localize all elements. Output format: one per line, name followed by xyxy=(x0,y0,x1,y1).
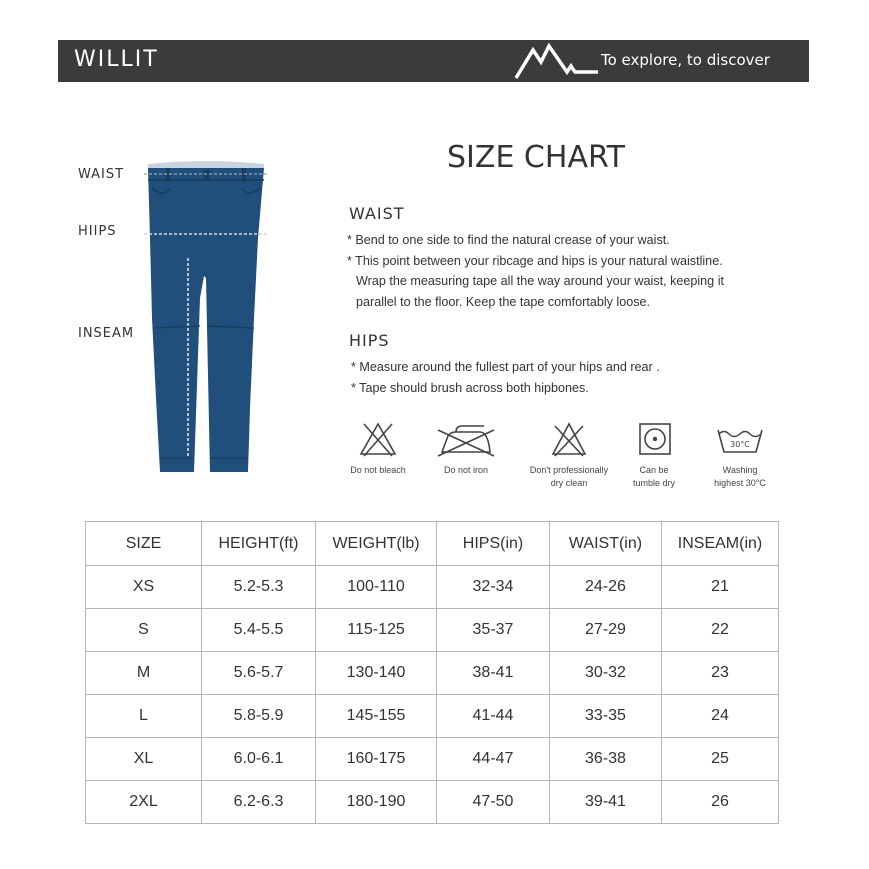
hips-instructions xyxy=(351,357,801,398)
cell-waist: 36-38 xyxy=(550,738,662,781)
size-chart-title: SIZE CHART xyxy=(447,140,625,175)
cell-weight: 115-125 xyxy=(316,609,437,652)
cell-height: 6.0-6.1 xyxy=(202,738,316,781)
header-hips: HIPS(in) xyxy=(437,522,550,566)
mountain-logo-icon xyxy=(513,42,598,80)
do-not-dry-clean-icon xyxy=(549,420,589,460)
cell-size: M xyxy=(86,652,202,695)
cell-inseam: 23 xyxy=(662,652,779,695)
header-height: HEIGHT(ft) xyxy=(202,522,316,566)
cell-waist: 27-29 xyxy=(550,609,662,652)
cell-hips: 38-41 xyxy=(437,652,550,695)
tumble-dry-icon xyxy=(634,420,674,460)
cell-inseam: 24 xyxy=(662,695,779,738)
cell-size: 2XL xyxy=(86,781,202,824)
table-row xyxy=(86,652,779,695)
waist-label: WAIST xyxy=(78,167,125,182)
waist-line-4: parallel to the floor. Keep the tape comfortably loose. xyxy=(356,294,651,309)
care-tumble-dry xyxy=(604,420,704,490)
wash-30-icon xyxy=(714,420,766,460)
do-not-bleach-icon xyxy=(358,420,398,460)
care-label-tumble: Can be tumble dry xyxy=(632,465,676,488)
brand-logo: WILLIT xyxy=(74,47,159,72)
table-row xyxy=(86,695,779,738)
cell-hips: 47-50 xyxy=(437,781,550,824)
table-row xyxy=(86,738,779,781)
cell-hips: 32-34 xyxy=(437,566,550,609)
care-label-dry-clean: Don't professionally dry clean xyxy=(529,465,609,488)
do-not-iron-icon xyxy=(434,420,498,460)
cell-size: XS xyxy=(86,566,202,609)
cell-hips: 35-37 xyxy=(437,609,550,652)
cell-hips: 41-44 xyxy=(437,695,550,738)
cell-waist: 30-32 xyxy=(550,652,662,695)
care-label-bleach: Do not bleach xyxy=(350,465,406,475)
cell-waist: 33-35 xyxy=(550,695,662,738)
hips-line-1: * Measure around the fullest part of your hips and rear . xyxy=(351,360,660,374)
size-table xyxy=(85,521,779,824)
table-header-row xyxy=(86,522,779,566)
cell-weight: 160-175 xyxy=(316,738,437,781)
hips-heading: HIPS xyxy=(349,331,390,350)
cell-height: 5.8-5.9 xyxy=(202,695,316,738)
cell-height: 6.2-6.3 xyxy=(202,781,316,824)
waist-line-3: Wrap the measuring tape all the way around your waist, keeping it xyxy=(356,274,724,288)
cell-waist: 39-41 xyxy=(550,781,662,824)
care-label-iron: Do not iron xyxy=(443,465,489,475)
care-do-not-iron xyxy=(416,420,516,477)
brand-tagline: To explore, to discover xyxy=(601,51,770,69)
waist-line-1: * Bend to one side to find the natural crease of your waist. xyxy=(347,233,670,247)
header-inseam: INSEAM(in) xyxy=(662,522,779,566)
cell-weight: 100-110 xyxy=(316,566,437,609)
wash-temp: 30°C xyxy=(730,440,750,449)
table-row xyxy=(86,609,779,652)
header-waist: WAIST(in) xyxy=(550,522,662,566)
cell-height: 5.4-5.5 xyxy=(202,609,316,652)
cell-size: S xyxy=(86,609,202,652)
cell-inseam: 22 xyxy=(662,609,779,652)
cell-size: L xyxy=(86,695,202,738)
table-row xyxy=(86,781,779,824)
inseam-label: INSEAM xyxy=(78,326,135,341)
table-row xyxy=(86,566,779,609)
header-weight: WEIGHT(lb) xyxy=(316,522,437,566)
care-wash-30 xyxy=(690,420,790,490)
cell-waist: 24-26 xyxy=(550,566,662,609)
waist-line-2: * This point between your ribcage and hips is your natural waistline. xyxy=(347,253,723,268)
cell-weight: 130-140 xyxy=(316,652,437,695)
cell-size: XL xyxy=(86,738,202,781)
cell-inseam: 21 xyxy=(662,566,779,609)
cell-height: 5.2-5.3 xyxy=(202,566,316,609)
care-do-not-bleach xyxy=(328,420,428,477)
waist-instructions xyxy=(347,230,797,312)
cell-inseam: 25 xyxy=(662,738,779,781)
header-size: SIZE xyxy=(86,522,202,566)
cell-weight: 180-190 xyxy=(316,781,437,824)
care-label-wash: Washing highest 30°C xyxy=(714,465,766,488)
cell-inseam: 26 xyxy=(662,781,779,824)
pants-illustration xyxy=(140,158,270,478)
header-banner xyxy=(58,40,809,82)
cell-hips: 44-47 xyxy=(437,738,550,781)
waist-heading: WAIST xyxy=(349,204,405,223)
hips-line-2: * Tape should brush across both hipbones. xyxy=(351,380,589,395)
hips-label: HIIPS xyxy=(78,224,117,239)
cell-height: 5.6-5.7 xyxy=(202,652,316,695)
cell-weight: 145-155 xyxy=(316,695,437,738)
